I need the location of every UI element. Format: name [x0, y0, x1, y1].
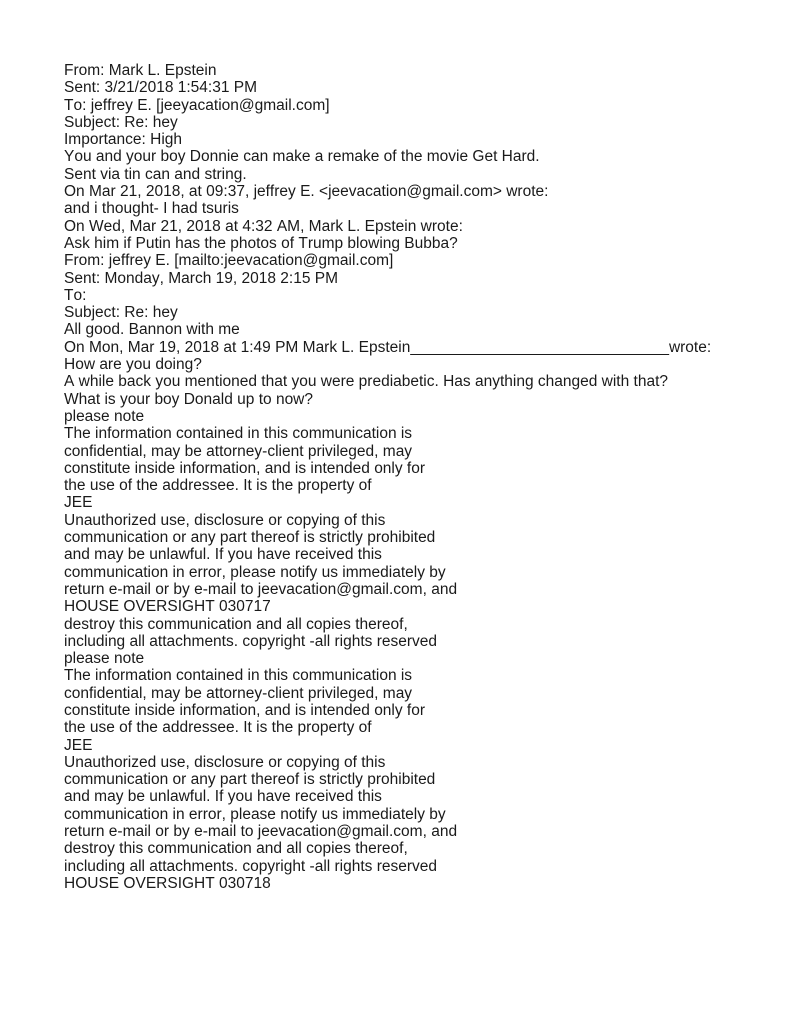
text-line: JEE — [64, 736, 93, 754]
text-line: destroy this communication and all copies thereof, — [64, 615, 408, 633]
text-line: Unauthorized use, disclosure or copying of this — [64, 753, 386, 771]
text-line: and may be unlawful. If you have received this — [64, 546, 382, 564]
text-line: From: Mark L. Epstein — [64, 62, 217, 79]
text-line: What is your boy Donald up to now? — [64, 390, 313, 408]
text-line: communication in error, please notify us immediately by — [64, 805, 446, 823]
text-line: please note — [64, 407, 145, 425]
text-line: On Wed, Mar 21, 2018 at 4:32 AM, Mark L. Epstein wrote: — [64, 217, 463, 235]
text-line: constitute inside information, and is intended only for — [64, 701, 426, 719]
text-line: A while back you mentioned that you were prediabetic. Has anything changed with that? — [64, 373, 669, 391]
text-line: HOUSE OVERSIGHT 030718 — [64, 874, 271, 892]
text-line: HOUSE OVERSIGHT 030717 — [64, 598, 271, 616]
text-line: You and your boy Donnie can make a remake of the movie Get Hard. — [64, 148, 540, 166]
text-line: please note — [64, 650, 145, 668]
text-line: Unauthorized use, disclosure or copying of this — [64, 511, 386, 529]
email-text-block — [64, 62, 774, 892]
text-line: the use of the addressee. It is the property of — [64, 477, 372, 495]
text-line: including all attachments. copyright -all rights reserved — [64, 632, 438, 650]
text-line: To: — [64, 286, 87, 304]
text-line: From: jeffrey E. [mailto:jeevacation@gmail.com] — [64, 252, 394, 270]
text-line: return e-mail or by e-mail to jeevacation@gmail.com, and — [64, 823, 458, 841]
text-line: Sent: 3/21/2018 1:54:31 PM — [64, 79, 258, 97]
text-line: return e-mail or by e-mail to jeevacation@gmail.com, and — [64, 580, 458, 598]
text-line: Ask him if Putin has the photos of Trump blowing Bubba? — [64, 234, 458, 252]
text-line: destroy this communication and all copies thereof, — [64, 840, 408, 858]
text-line: Subject: Re: hey — [64, 113, 178, 131]
text-line: Importance: High — [64, 131, 183, 149]
text-line: To: jeffrey E. [jeeyacation@gmail.com] — [64, 96, 330, 114]
text-line: and may be unlawful. If you have received this — [64, 788, 382, 806]
text-line: All good. Bannon with me — [64, 321, 240, 339]
text-line: confidential, may be attorney-client privileged, may — [64, 684, 413, 702]
text-line: How are you doing? — [64, 356, 202, 374]
text-line: On Mar 21, 2018, at 09:37, jeffrey E. <jeevacation@gmail.com> wrote: — [64, 183, 549, 201]
text-line: confidential, may be attorney-client privileged, may — [64, 442, 413, 460]
text-line: The information contained in this communication is — [64, 667, 413, 685]
text-line: JEE — [64, 494, 93, 512]
text-line: communication or any part thereof is strictly prohibited — [64, 771, 436, 789]
text-line: The information contained in this communication is — [64, 425, 413, 443]
text-line: Sent via tin can and string. — [64, 165, 247, 183]
text-line: the use of the addressee. It is the property of — [64, 719, 372, 737]
text-line: and i thought- I had tsuris — [64, 200, 239, 218]
text-line: communication in error, please notify us immediately by — [64, 563, 446, 581]
text-line: constitute inside information, and is intended only for — [64, 459, 426, 477]
text-line: Subject: Re: hey — [64, 304, 178, 322]
text-line: including all attachments. copyright -all rights reserved — [64, 857, 438, 875]
text-line: On Mon, Mar 19, 2018 at 1:49 PM Mark L. Epstein______________________________wrote: — [64, 338, 712, 356]
text-line: Sent: Monday, March 19, 2018 2:15 PM — [64, 269, 338, 287]
text-line: communication or any part thereof is strictly prohibited — [64, 529, 436, 547]
